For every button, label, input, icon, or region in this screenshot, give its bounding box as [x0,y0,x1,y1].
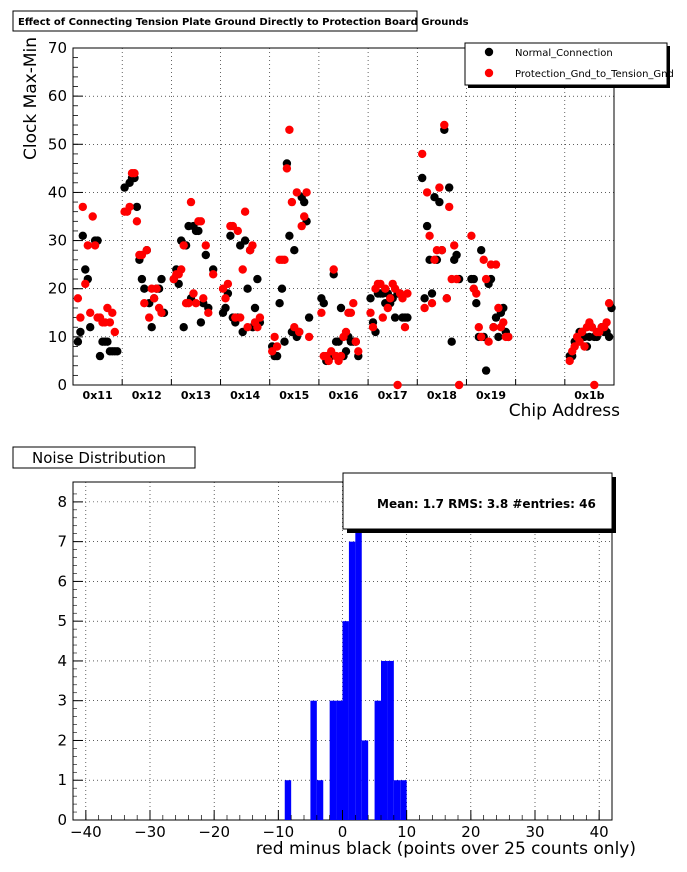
point-protection-gnd [450,241,458,249]
point-normal-connection [482,366,490,374]
point-protection-gnd [221,294,229,302]
point-protection-gnd [504,333,512,341]
point-protection-gnd [418,150,426,158]
point-protection-gnd [111,328,119,336]
point-normal-connection [391,313,399,321]
point-protection-gnd [354,347,362,355]
point-protection-gnd [253,323,261,331]
point-protection-gnd [349,299,357,307]
point-protection-gnd [379,313,387,321]
point-protection-gnd [209,270,217,278]
point-normal-connection [420,294,428,302]
bottom-x-axis-label: red minus black (points over 25 counts only) [255,839,636,859]
point-normal-connection [477,246,485,254]
point-normal-connection [418,174,426,182]
point-protection-gnd [86,309,94,317]
point-protection-gnd [270,333,278,341]
point-protection-gnd [381,285,389,293]
point-protection-gnd [452,275,460,283]
top-x-tick-label: 0x17 [377,389,408,402]
point-protection-gnd [106,318,114,326]
legend-label-protection: Protection_Gnd_to_Tension_Gnd [515,69,674,80]
top-x-tick-label: 0x12 [131,389,162,402]
histogram-bar [375,701,381,820]
histogram-bar [381,661,387,820]
point-protection-gnd [467,232,475,240]
point-protection-gnd [81,280,89,288]
bottom-y-axis [57,493,83,829]
point-protection-gnd [386,294,394,302]
point-protection-gnd [74,294,82,302]
point-protection-gnd [443,294,451,302]
point-protection-gnd [145,313,153,321]
point-protection-gnd [239,265,247,273]
point-protection-gnd [425,232,433,240]
point-normal-connection [445,183,453,191]
point-normal-connection [428,289,436,297]
point-protection-gnd [472,289,480,297]
point-protection-gnd [302,188,310,196]
point-normal-connection [133,203,141,211]
point-protection-gnd [317,309,325,317]
legend-marker-normal [485,48,493,56]
point-normal-connection [494,333,502,341]
point-protection-gnd [602,318,610,326]
histogram-bar [355,502,361,820]
point-protection-gnd [494,304,502,312]
point-protection-gnd [143,246,151,254]
point-protection-gnd [184,299,192,307]
point-protection-gnd [428,299,436,307]
point-protection-gnd [125,203,133,211]
bottom-y-tick-label: 1 [57,771,67,790]
top-y-axis-label: Clock Max-Min [21,36,41,160]
point-normal-connection [221,304,229,312]
legend-marker-protection [485,69,493,77]
top-x-tick-label: 0x15 [279,389,310,402]
point-protection-gnd [605,299,613,307]
point-normal-connection [251,304,259,312]
bottom-x-tick-label: 40 [589,823,609,841]
point-normal-connection [113,347,121,355]
point-protection-gnd [79,203,87,211]
point-normal-connection [138,275,146,283]
bottom-x-tick-label: 20 [461,823,481,841]
histogram-bar [387,661,393,820]
point-protection-gnd [199,294,207,302]
point-protection-gnd [273,342,281,350]
point-protection-gnd [298,222,306,230]
point-normal-connection [76,328,84,336]
point-protection-gnd [438,246,446,254]
point-protection-gnd [84,241,92,249]
histogram-bar [285,780,291,820]
point-normal-connection [285,232,293,240]
point-protection-gnd [499,318,507,326]
point-protection-gnd [435,183,443,191]
point-protection-gnd [280,256,288,264]
point-protection-gnd [192,299,200,307]
point-protection-gnd [248,241,256,249]
point-protection-gnd [300,212,308,220]
point-protection-gnd [76,313,84,321]
point-protection-gnd [492,260,500,268]
point-protection-gnd [189,289,197,297]
top-x-tick-label: 0x19 [476,389,507,402]
point-normal-connection [423,222,431,230]
point-protection-gnd [393,381,401,389]
point-protection-gnd [130,169,138,177]
histogram-bar [310,701,316,820]
top-y-tick-label: 50 [47,135,67,154]
top-y-tick-label: 0 [57,376,67,394]
bottom-x-tick-label: −20 [198,823,230,841]
point-protection-gnd [256,313,264,321]
histogram-bar [330,701,336,820]
point-normal-connection [605,333,613,341]
point-protection-gnd [293,188,301,196]
legend-label-normal: Normal_Connection [515,48,613,59]
point-protection-gnd [152,285,160,293]
point-normal-connection [320,299,328,307]
point-protection-gnd [440,121,448,129]
top-y-tick-label: 40 [47,183,67,202]
histogram-bar [400,780,406,820]
point-protection-gnd [420,304,428,312]
point-normal-connection [253,275,261,283]
point-protection-gnd [140,299,148,307]
point-normal-connection [452,251,460,259]
point-normal-connection [96,352,104,360]
point-protection-gnd [369,323,377,331]
point-protection-gnd [480,256,488,264]
bottom-x-tick-label: 0 [337,823,348,841]
point-normal-connection [305,313,313,321]
histogram-bar [394,780,400,820]
bottom-x-tick-label: −10 [262,823,295,841]
point-protection-gnd [234,227,242,235]
point-protection-gnd [455,381,463,389]
bottom-x-tick-label: −40 [70,823,102,841]
point-protection-gnd [305,333,313,341]
point-protection-gnd [224,280,232,288]
bottom-y-tick-label: 2 [57,731,67,750]
point-protection-gnd [202,241,210,249]
point-protection-gnd [133,217,141,225]
bottom-y-tick-label: 5 [57,612,67,631]
top-data-points [74,121,616,389]
point-normal-connection [243,285,251,293]
top-chart-title: Effect of Connecting Tension Plate Ground Directly to Protection Board Grounds [18,17,469,28]
point-normal-connection [470,275,478,283]
point-normal-connection [81,265,89,273]
point-protection-gnd [445,203,453,211]
point-protection-gnd [288,198,296,206]
stats-box [343,473,616,533]
top-x-tick-label: 0x14 [230,389,261,402]
point-protection-gnd [150,294,158,302]
point-normal-connection [403,313,411,321]
bottom-y-tick-label: 8 [57,492,67,511]
histogram-bar [362,740,368,820]
point-protection-gnd [489,323,497,331]
point-normal-connection [448,338,456,346]
point-protection-gnd [295,328,303,336]
point-protection-gnd [342,328,350,336]
point-protection-gnd [347,309,355,317]
bottom-y-tick-label: 3 [57,691,67,710]
top-x-tick-label: 0x18 [426,389,457,402]
point-protection-gnd [484,338,492,346]
top-x-tick-label: 0x16 [328,389,359,402]
point-protection-gnd [204,309,212,317]
point-protection-gnd [236,313,244,321]
histogram-bar [343,621,349,820]
bottom-x-tick-label: −30 [134,823,166,841]
top-x-axis-label: Chip Address [508,401,620,421]
point-normal-connection [103,338,111,346]
point-protection-gnd [91,241,99,249]
point-normal-connection [194,227,202,235]
point-protection-gnd [352,338,360,346]
point-protection-gnd [108,309,116,317]
stats-text: Mean: 1.7 RMS: 3.8 #entries: 46 [377,497,596,511]
point-protection-gnd [477,333,485,341]
point-protection-gnd [580,342,588,350]
point-normal-connection [157,275,165,283]
top-panel [13,11,674,421]
top-y-tick-label: 70 [47,39,67,57]
point-normal-connection [86,323,94,331]
point-normal-connection [74,338,82,346]
bottom-y-tick-label: 7 [57,532,67,551]
point-protection-gnd [566,357,574,365]
top-y-tick-label: 30 [47,231,67,250]
histogram-bar [336,701,342,820]
point-normal-connection [79,232,87,240]
top-x-tick-label: 0x13 [180,389,211,402]
point-protection-gnd [285,126,293,134]
point-protection-gnd [401,323,409,331]
point-protection-gnd [384,304,392,312]
bottom-y-tick-label: 6 [57,572,67,591]
point-protection-gnd [475,323,483,331]
point-normal-connection [241,236,249,244]
bottom-chart-title: Noise Distribution [32,449,166,467]
bottom-y-tick-label: 4 [57,651,67,670]
point-protection-gnd [366,309,374,317]
point-normal-connection [280,338,288,346]
point-protection-gnd [197,217,205,225]
top-legend [465,43,674,88]
point-protection-gnd [187,198,195,206]
point-normal-connection [275,299,283,307]
point-protection-gnd [325,357,333,365]
point-protection-gnd [180,241,188,249]
bottom-y-tick-label: 0 [57,811,67,829]
point-normal-connection [290,246,298,254]
point-normal-connection [278,285,286,293]
histogram-bar [349,542,355,820]
point-protection-gnd [423,188,431,196]
point-protection-gnd [157,309,165,317]
point-normal-connection [226,232,234,240]
point-normal-connection [300,198,308,206]
point-normal-connection [337,304,345,312]
point-protection-gnd [283,164,291,172]
bottom-panel [13,447,636,859]
top-y-tick-label: 10 [47,327,67,346]
point-protection-gnd [177,265,185,273]
point-protection-gnd [241,208,249,216]
point-protection-gnd [330,265,338,273]
point-protection-gnd [430,256,438,264]
point-normal-connection [435,198,443,206]
point-normal-connection [202,251,210,259]
point-normal-connection [148,323,156,331]
point-protection-gnd [482,275,490,283]
point-normal-connection [197,318,205,326]
point-normal-connection [180,323,188,331]
top-y-tick-label: 20 [47,279,67,298]
point-normal-connection [472,299,480,307]
top-x-axis [73,379,614,402]
point-protection-gnd [590,381,598,389]
top-y-tick-label: 60 [47,87,67,106]
point-normal-connection [366,294,374,302]
point-protection-gnd [89,212,97,220]
point-protection-gnd [243,323,251,331]
bottom-x-tick-label: 30 [525,823,545,841]
histogram-bar [317,780,323,820]
top-x-tick-label: 0x11 [82,389,113,402]
top-x-tick-label: 0x1b [574,389,605,402]
point-protection-gnd [403,289,411,297]
point-normal-connection [140,285,148,293]
point-protection-gnd [337,352,345,360]
bottom-x-tick-label: 10 [397,823,417,841]
histogram-bars [285,502,407,820]
